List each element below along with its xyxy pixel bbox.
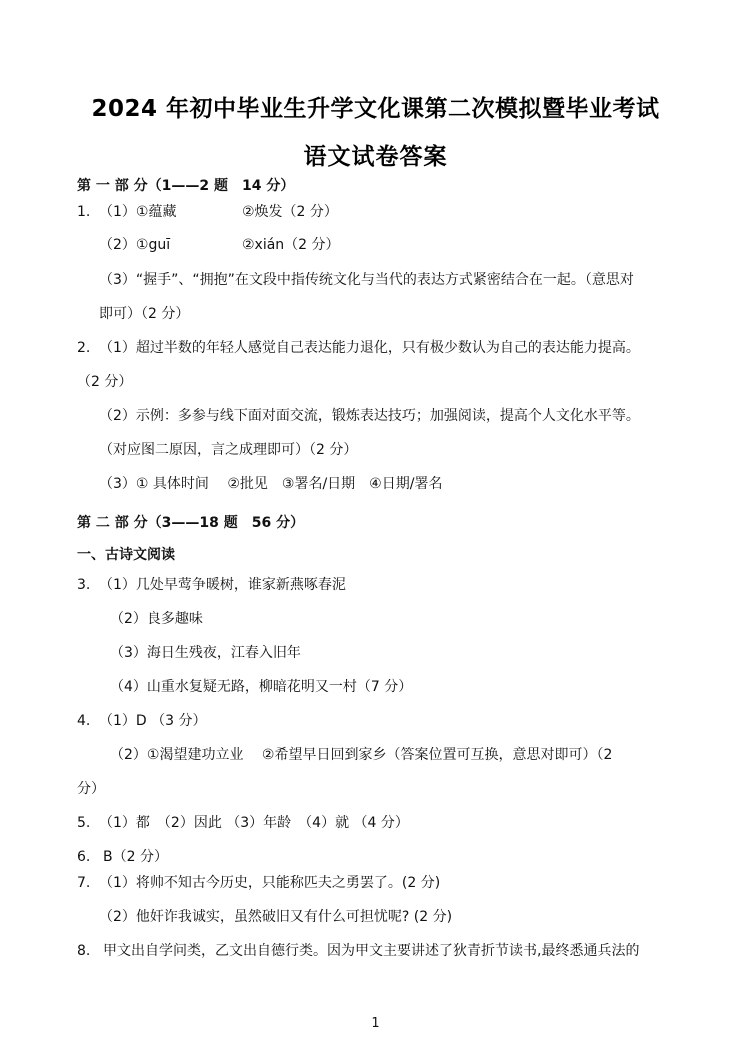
- q4-number: 4.: [77, 713, 91, 729]
- q2-answer-3: （3）① 具体时间 ②批见 ③署名/日期 ④日期/署名: [99, 476, 443, 492]
- part2-heading: 第 二 部 分（3——18 题 56 分）: [77, 515, 305, 531]
- q7-number: 7.: [77, 875, 91, 891]
- q2-number: 2.: [77, 340, 91, 356]
- q2-answer-2a: （2）示例：多参与线下面对面交流，锻炼表达技巧；加强阅读，提高个人文化水平等。: [99, 408, 640, 424]
- q1-answer-3b: 即可）（2 分）: [99, 306, 190, 322]
- section-classical-reading: 一、古诗文阅读: [77, 547, 175, 563]
- q1-number: 1.: [77, 204, 91, 220]
- q8-answer: 甲文出自学问类，乙文出自德行类。因为甲文主要讲述了狄青折节读书,最终悉通兵法的: [103, 943, 640, 959]
- q3-answer-3: （3）海日生残夜，江春入旧年: [110, 645, 301, 661]
- q3-answer-4: （4）山重水复疑无路，柳暗花明又一村（7 分）: [110, 679, 413, 695]
- page-number: 1: [371, 1016, 380, 1031]
- q6-answer: B（2 分）: [103, 849, 168, 865]
- q5-number: 5.: [77, 815, 91, 831]
- q3-answer-2: （2）良多趣味: [110, 611, 203, 627]
- part1-heading: 第 一 部 分（1——2 题 14 分）: [77, 178, 295, 194]
- q8-number: 8.: [77, 943, 91, 959]
- q7-answer-2: （2）他奸诈我诚实，虽然破旧又有什么可担忧呢? (2 分): [99, 909, 453, 925]
- q2-answer-2b: （对应图二原因，言之成理即可）（2 分）: [99, 442, 358, 458]
- q5-answer: （1）都 （2）因此 （3）年龄 （4）就 （4 分）: [99, 815, 409, 831]
- q1-answer-1b: ②焕发（2 分）: [242, 204, 338, 220]
- q4-answer-2b: 分）: [77, 781, 105, 797]
- exam-subtitle: 语文试卷答案: [303, 144, 448, 170]
- q6-number: 6.: [77, 849, 91, 865]
- q1-answer-2b: ②xián（2 分）: [242, 237, 340, 253]
- q4-answer-1: （1）D （3 分）: [99, 713, 207, 729]
- q3-answer-1: （1）几处早莺争暖树，谁家新燕啄春泥: [99, 577, 346, 593]
- q1-answer-1a: （1）①蕴藏: [99, 204, 177, 220]
- q7-answer-1: （1）将帅不知古今历史，只能称匹夫之勇罢了。(2 分): [99, 875, 441, 891]
- q2-answer-1b: （2 分）: [77, 374, 133, 390]
- q2-answer-1a: （1）超过半数的年轻人感觉自己表达能力退化，只有极少数认为自己的表达能力提高。: [99, 340, 640, 356]
- q3-number: 3.: [77, 577, 91, 593]
- q1-answer-2a: （2）①guī: [99, 237, 171, 253]
- q1-answer-3a: （3）“握手”、“拥抱”在文段中指传统文化与当代的表达方式紧密结合在一起。（意思对: [99, 272, 634, 288]
- exam-title: 2024 年初中毕业生升学文化课第二次模拟暨毕业考试: [91, 96, 660, 122]
- q4-answer-2a: （2）①渴望建功立业 ②希望早日回到家乡（答案位置可互换，意思对即可）（2: [110, 747, 613, 763]
